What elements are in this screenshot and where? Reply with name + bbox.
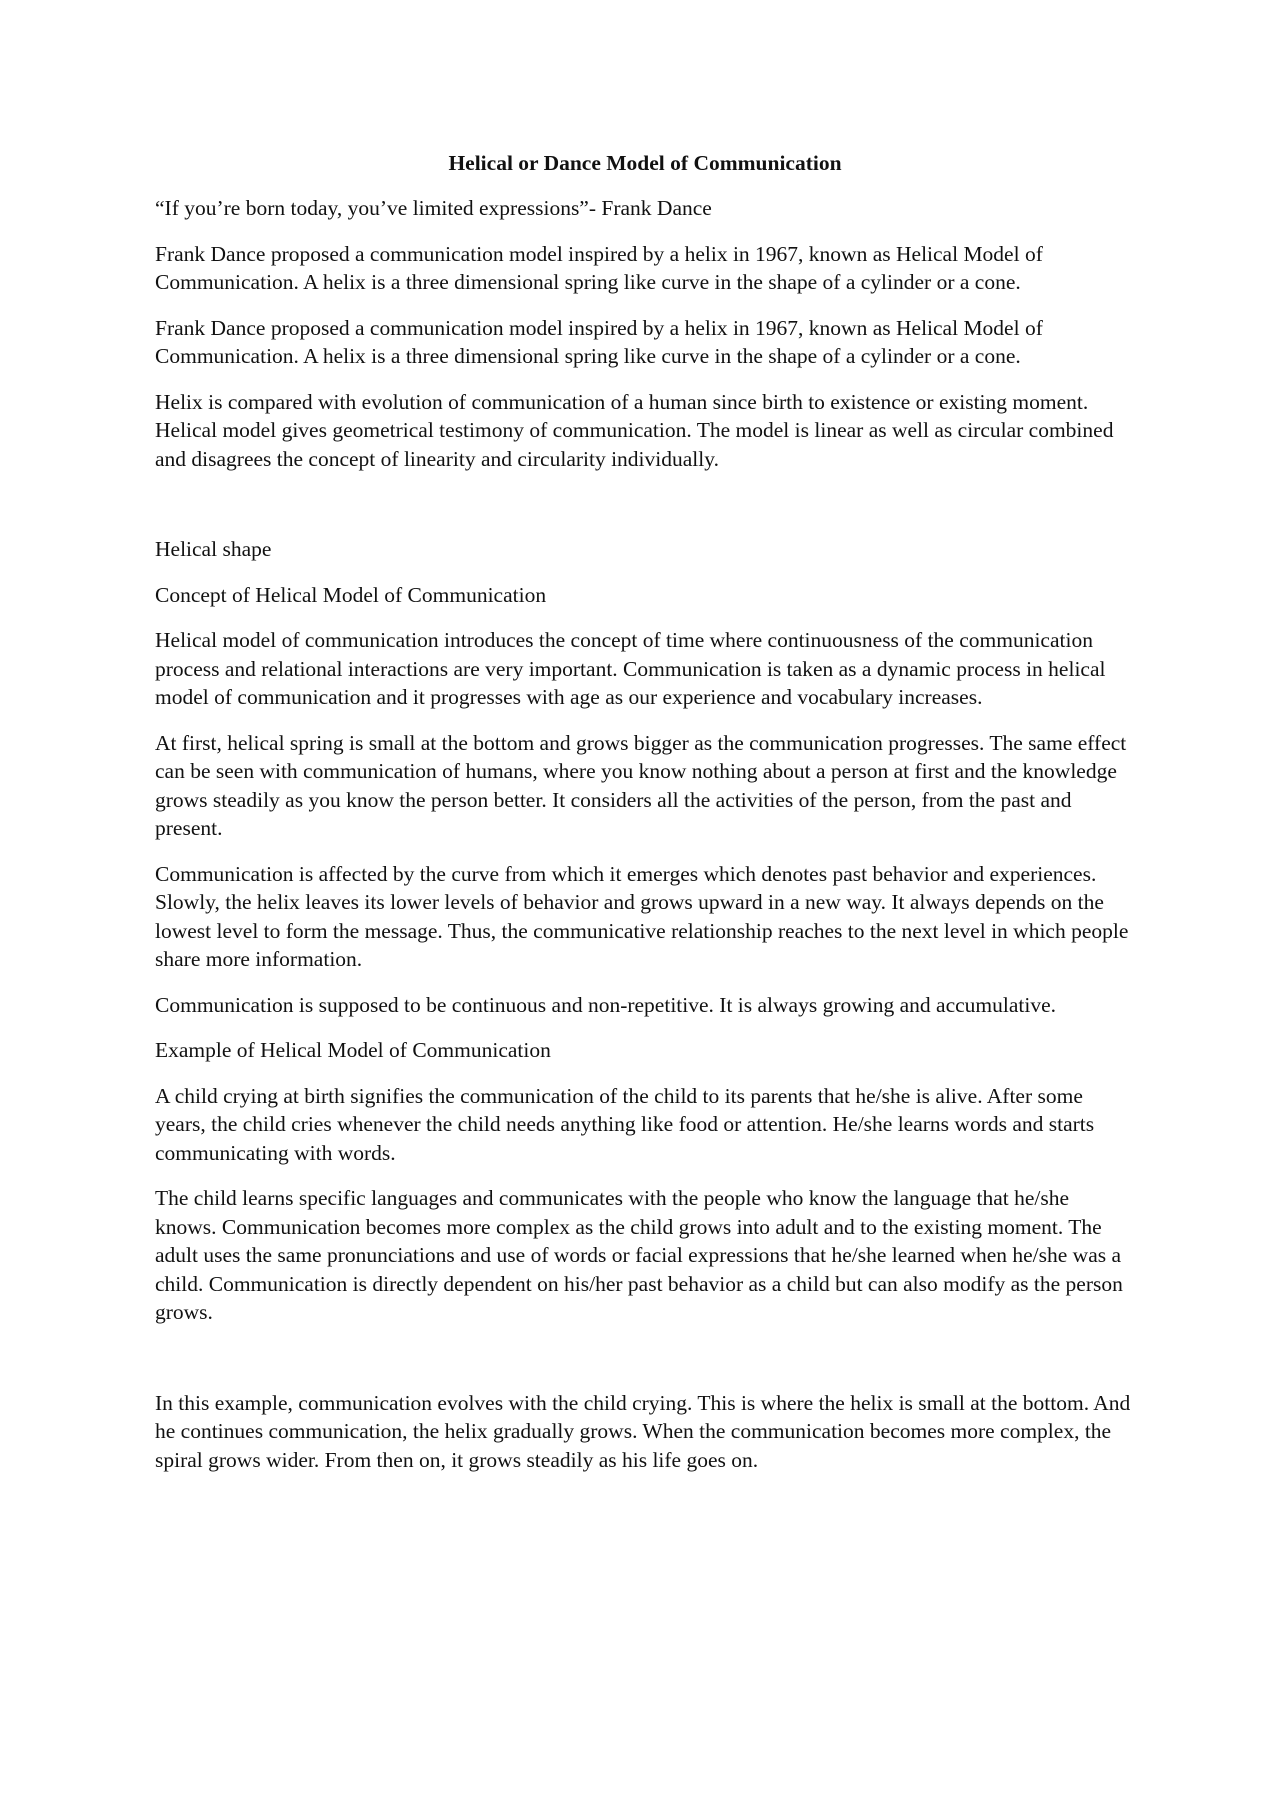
concept-heading: Concept of Helical Model of Communication — [155, 582, 547, 607]
intro-paragraph-3: Helix is compared with evolution of communication of a human since birth to existence or existing moment. Helical model gives geometrical testimony of communication. The model is linear as well as circular combined and disagrees the concept of linearity and circularity individually. — [155, 389, 1114, 471]
quote: “If you’re born today, you’ve limited expressions”- Frank Dance — [155, 196, 712, 220]
concept-paragraph-4: Communication is supposed to be continuous and non-repetitive. It is always growing and accumulative. — [155, 992, 1057, 1017]
example-paragraph-2: The child learns specific languages and communicates with the people who know the language that he/she knows. Communication becomes more complex as the child grows into adult and to the existing moment. The adult uses the same pronunciations and use of words or facial expressions that he/she learned when he/she was a child. Communication is directly dependent on his/her past behavior as a child but can also modify as the person grows. — [155, 1186, 1123, 1324]
document-body — [155, 149, 1135, 1491]
conclusion-paragraph: In this example, communication evolves with the child crying. This is where the helix is small at the bottom. And he continues communication, the helix gradually grows. When the communication becomes more complex, the spiral grows wider. From then on, it grows steadily as his life goes on. — [155, 1390, 1131, 1472]
helical-shape-label: Helical shape — [155, 537, 272, 561]
intro-paragraph-2: Frank Dance proposed a communication model inspired by a helix in 1967, known as Helical Model of Communication. A helix is a three dimensional spring like curve in the shape of a cylinder or a cone. — [155, 315, 1043, 368]
concept-paragraph-3: Communication is affected by the curve from which it emerges which denotes past behavior and experiences. Slowly, the helix leaves its lower levels of behavior and grows upward in a new way. It always depends on the lowest level to form the message. Thus, the communicative relationship reaches to the next level in which people share more information. — [155, 861, 1129, 971]
concept-paragraph-1: Helical model of communication introduces the concept of time where continuousness of the communication process and relational interactions are very important. Communication is taken as a dynamic process in helical model of communication and it progresses with age as our experience and vocabulary increases. — [155, 628, 1106, 709]
concept-paragraph-2: At first, helical spring is small at the bottom and grows bigger as the communication progresses. The same effect can be seen with communication of humans, where you know nothing about a person at first and the knowledge grows steadily as you know the person better. It considers all the activities of the person, from the past and present. — [155, 730, 1127, 840]
example-heading: Example of Helical Model of Communication — [155, 1038, 551, 1062]
page-title: Helical or Dance Model of Communication — [448, 151, 842, 175]
example-paragraph-1: A child crying at birth signifies the communication of the child to its parents that he/she is alive. After some years, the child cries whenever the child needs anything like food or attention. He/she learns words and starts communicating with words. — [155, 1083, 1095, 1165]
intro-paragraph-1: Frank Dance proposed a communication model inspired by a helix in 1967, known as Helical Model of Communication. A helix is a three dimensional spring like curve in the shape of a cylinder or a cone. — [155, 241, 1043, 294]
